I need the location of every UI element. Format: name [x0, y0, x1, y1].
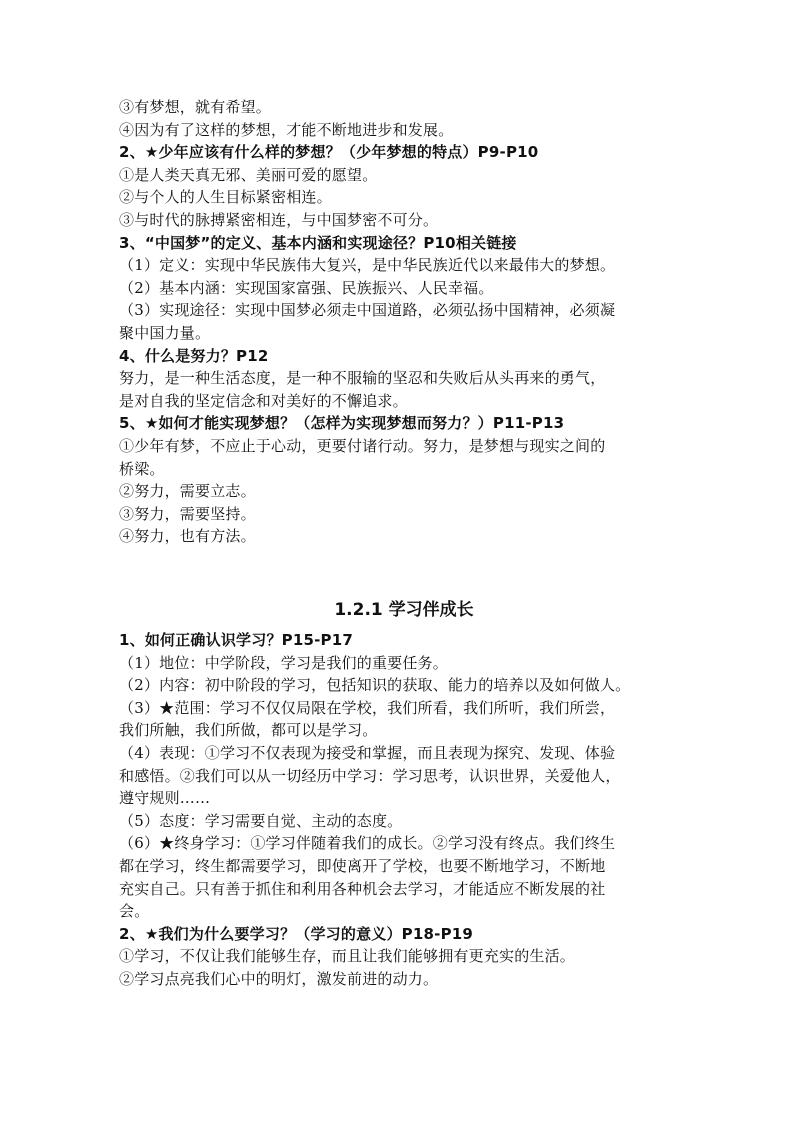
question-line: 4、什么是努力？P12 [119, 346, 269, 365]
text-line: ②学习点亮我们心中的明灯，激发前进的动力。 [119, 969, 439, 988]
text-line: 我们所触，我们所做，都可以是学习。 [119, 721, 378, 740]
question-line: 2、★少年应该有什么样的梦想？（少年梦想的特点）P9-P10 [119, 143, 539, 162]
text-line: ③有梦想，就有希望。 [119, 98, 272, 116]
section-heading: 1.2.1 学习伴成长 [334, 600, 474, 620]
text-line: 充实自己。只有善于抓住和利用各种机会去学习，才能适应不断发展的社 [119, 879, 606, 898]
section-learning [119, 629, 689, 991]
text-line: ①少年有梦，不应止于心动，更要付诸行动。努力，是梦想与现实之间的 [119, 436, 606, 455]
text-line: 是对自我的坚定信念和对美好的不懈追求。 [119, 391, 408, 410]
text-line: ②努力，需要立志。 [119, 482, 256, 501]
text-line: （4）表现：①学习不仅表现为接受和掌握，而且表现为探究、发现、体验 [119, 743, 616, 762]
question-line: 3、“中国梦”的定义、基本内涵和实现途径？P10相关链接 [119, 233, 517, 252]
text-line: 桥梁。 [119, 459, 165, 478]
text-line: ②与个人的人生目标紧密相连。 [119, 188, 332, 207]
text-line: 遵守规则…… [119, 789, 211, 808]
text-line: （3）★范围：学习不仅仅局限在学校，我们所看，我们所听，我们所尝， [119, 698, 616, 717]
question-line: 5、★如何才能实现梦想？（怎样为实现梦想而努力？）P11-P13 [119, 414, 565, 433]
text-line: 努力，是一种生活态度，是一种不服输的坚忍和失败后从头再来的勇气， [119, 369, 606, 388]
text-line: （1）定义：实现中华民族伟大复兴，是中华民族近代以来最伟大的梦想。 [119, 256, 616, 275]
question-line: 1、如何正确认识学习？P15-P17 [119, 631, 353, 649]
question-line: 2、★我们为什么要学习？（学习的意义）P18-P19 [119, 924, 474, 943]
text-line: ③与时代的脉搏紧密相连，与中国梦密不可分。 [119, 210, 439, 229]
section-dream [119, 96, 689, 548]
text-line: ①学习，不仅让我们能够生存，而且让我们能够拥有更充实的生活。 [119, 947, 576, 966]
text-line: （1）地位：中学阶段，学习是我们的重要任务。 [119, 653, 448, 672]
text-line: ①是人类天真无邪、美丽可爱的愿望。 [119, 165, 378, 184]
text-line: （6）★终身学习：①学习伴随着我们的成长。②学习没有终点。我们终生 [119, 834, 616, 853]
text-line: ④努力，也有方法。 [119, 527, 256, 546]
text-line: ③努力，需要坚持。 [119, 504, 256, 523]
text-line: ④因为有了这样的梦想，才能不断地进步和发展。 [119, 120, 454, 139]
text-line: （2）基本内涵：实现国家富强、民族振兴、人民幸福。 [119, 278, 494, 297]
text-line: 聚中国力量。 [119, 323, 211, 342]
text-line: （5）态度：学习需要自觉、主动的态度。 [119, 811, 403, 830]
text-line: （3）实现途径：实现中国梦必须走中国道路，必须弘扬中国精神，必须凝 [119, 301, 616, 320]
text-line: （2）内容：初中阶段的学习，包括知识的获取、能力的培养以及如何做人。 [119, 676, 631, 695]
text-line: 和感悟。②我们可以从一切经历中学习：学习思考，认识世界，关爱他人， [119, 766, 621, 785]
text-line: 会。 [119, 902, 150, 921]
text-line: 都在学习，终生都需要学习，即使离开了学校，也要不断地学习，不断地 [119, 856, 606, 875]
